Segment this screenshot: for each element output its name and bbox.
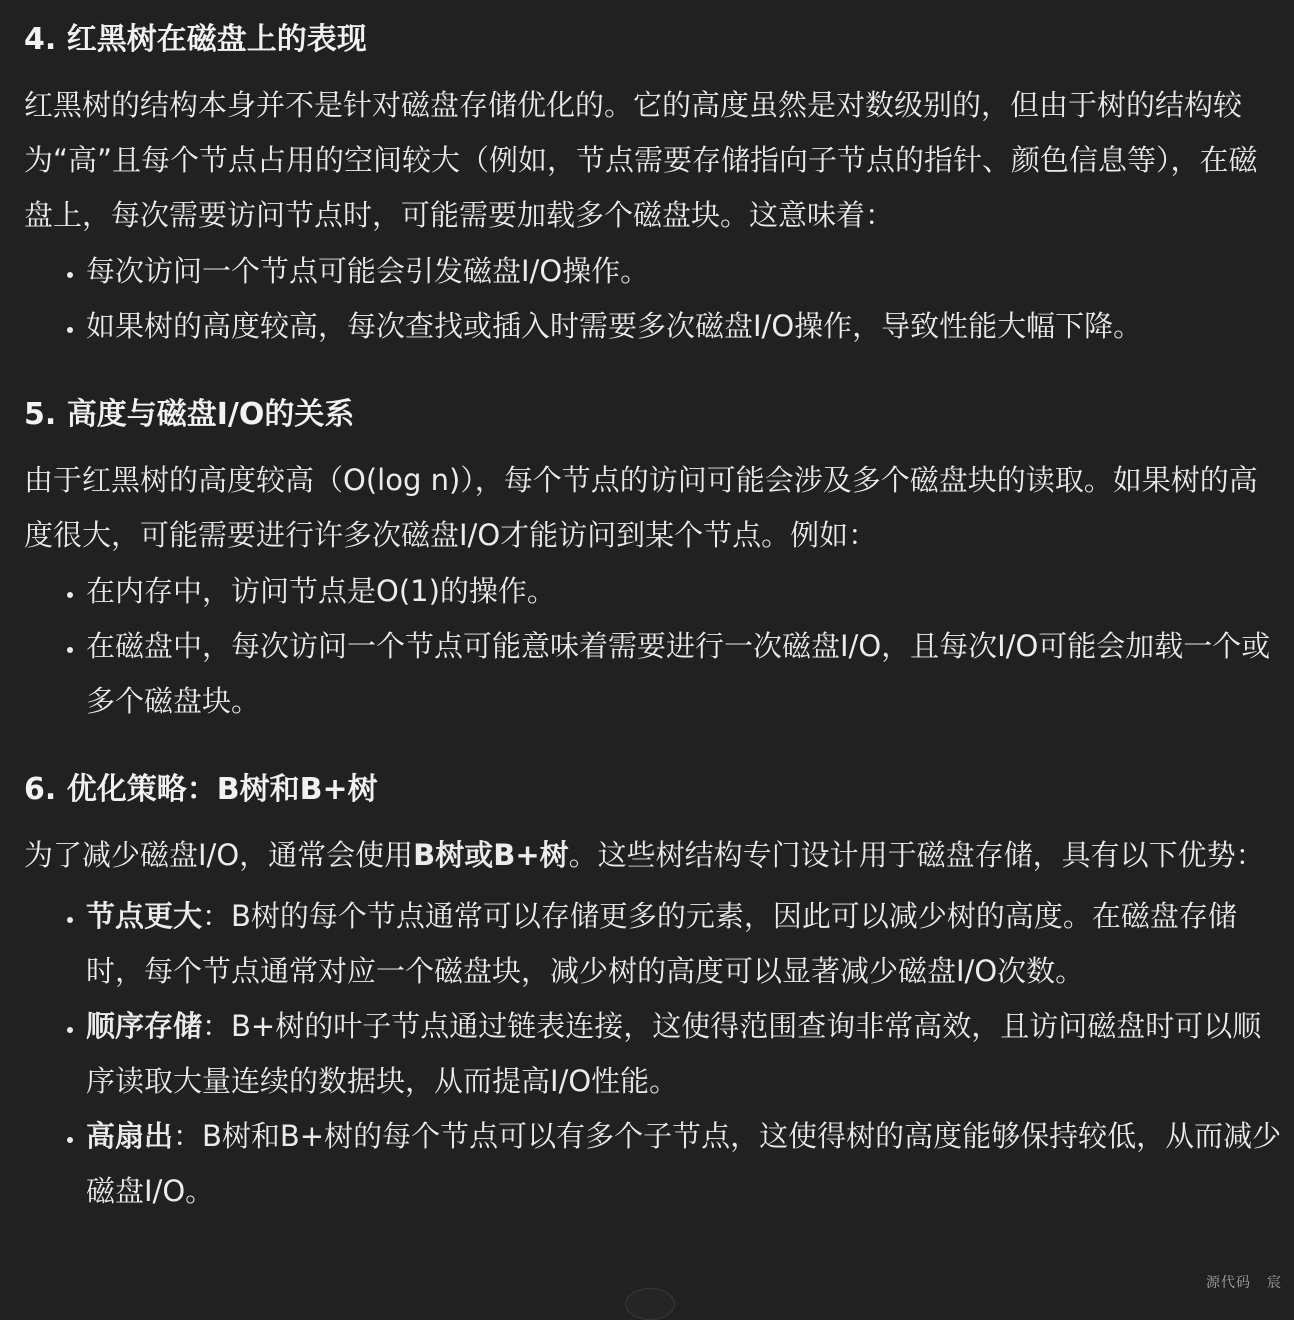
watermark-right: 宸 xyxy=(1267,1275,1282,1291)
bullet-term: 顺序存储 xyxy=(86,1009,203,1043)
section-5-paragraph: 由于红黑树的高度较高（O(log n)），每个节点的访问可能会涉及多个磁盘块的读取。如果树的高度很大，可能需要进行许多次磁盘I/O才能访问到某个节点。例如： xyxy=(24,463,1258,552)
section-4-paragraph: 红黑树的结构本身并不是针对磁盘存储优化的。它的高度虽然是对数级别的，但由于树的结构较为“高”且每个节点占用的空间较大（例如，节点需要存储指向子节点的指针、颜色信息等），在磁盘上，每次需要访问节点时，可能需要加载多个磁盘块。这意味着： xyxy=(24,88,1258,232)
section-6-paragraph xyxy=(24,828,1286,883)
list-item xyxy=(86,889,1286,999)
bullet-term: 节点更大 xyxy=(86,899,203,933)
paragraph-text: 为了减少磁盘I/O，通常会使用 xyxy=(24,838,414,872)
list-item: • 在内存中，访问节点是O(1)的操作。 xyxy=(86,564,1286,619)
section-5-bullet-list xyxy=(24,564,1286,729)
section-4-bullet-list xyxy=(24,244,1286,354)
section-6-bullet-list xyxy=(24,889,1286,1219)
list-item xyxy=(86,999,1286,1109)
list-item xyxy=(86,1109,1286,1219)
list-item: • 如果树的高度较高，每次查找或插入时需要多次磁盘I/O操作，导致性能大幅下降。 xyxy=(86,299,1286,354)
list-item: • 在磁盘中，每次访问一个节点可能意味着需要进行一次磁盘I/O，且每次I/O可能会加载一个或多个磁盘块。 xyxy=(86,619,1286,729)
bullet-term: 高扇出 xyxy=(86,1119,174,1153)
scroll-down-button[interactable] xyxy=(625,1288,675,1320)
watermark xyxy=(1206,1272,1282,1292)
bold-term: B树或B+树 xyxy=(413,838,569,872)
section-heading-5: 5. 高度与磁盘I/O的关系 xyxy=(24,397,355,432)
section-heading-6: 6. 优化策略：B树和B+树 xyxy=(24,772,378,807)
section-heading-4: 4. 红黑树在磁盘上的表现 xyxy=(24,22,367,57)
paragraph-text: 。这些树结构专门设计用于磁盘存储，具有以下优势： xyxy=(568,838,1265,872)
watermark-left: 源代码 xyxy=(1206,1275,1251,1291)
list-item: • 每次访问一个节点可能会引发磁盘I/O操作。 xyxy=(86,244,1286,299)
chat-message-content xyxy=(24,14,1286,1219)
bullet-text: ：B+树的叶子节点通过链表连接，这使得范围查询非常高效，且访问磁盘时可以顺序读取大量连续的数据块，从而提高I/O性能。 xyxy=(86,1009,1262,1098)
bullet-text: ：B树的每个节点通常可以存储更多的元素，因此可以减少树的高度。在磁盘存储时，每个节点通常对应一个磁盘块，减少树的高度可以显著减少磁盘I/O次数。 xyxy=(86,899,1237,988)
bullet-text: ：B树和B+树的每个节点可以有多个子节点，这使得树的高度能够保持较低，从而减少磁盘I/O。 xyxy=(86,1119,1282,1208)
